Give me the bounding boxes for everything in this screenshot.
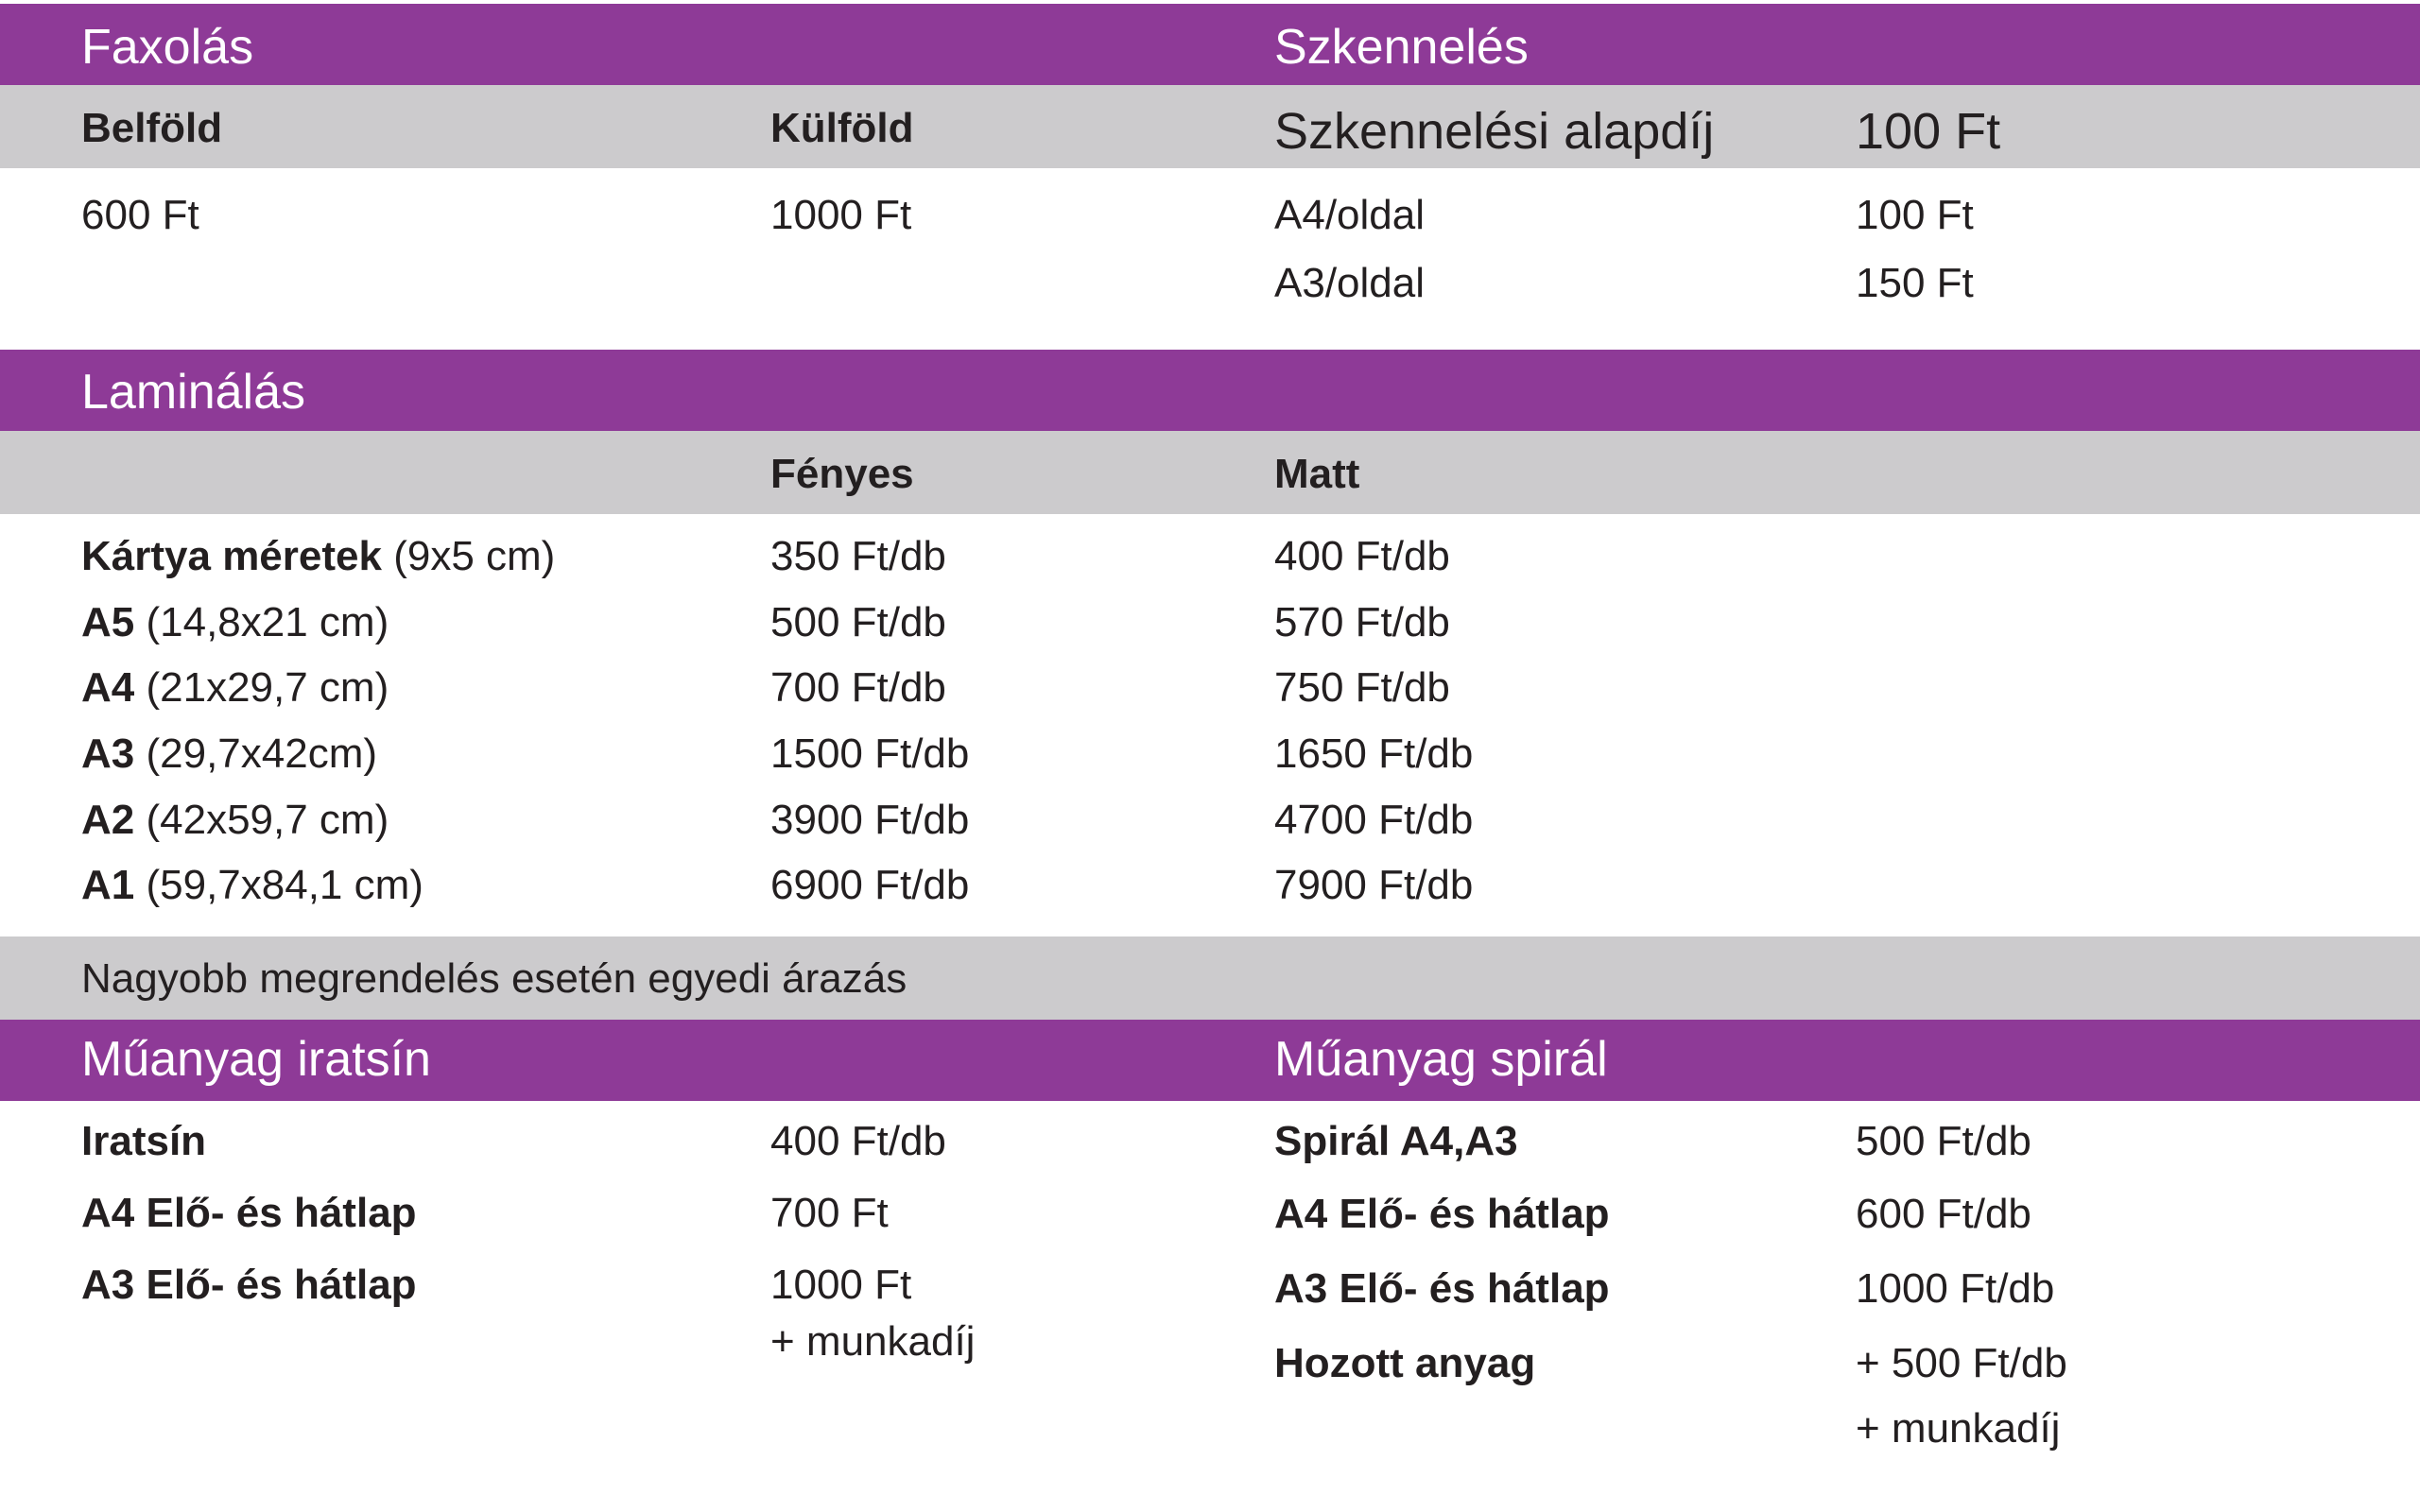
lamination-row-size: [81, 599, 389, 645]
size-dimensions: (59,7x84,1 cm): [134, 862, 424, 908]
spiral-row-label: Spirál A4,A3: [1274, 1118, 1518, 1164]
fax-col-domestic: Belföld: [81, 105, 223, 151]
spiral-row-price: 600 Ft/db: [1856, 1191, 2031, 1237]
size-name: A3: [81, 730, 135, 777]
lamination-note: Nagyobb megrendelés esetén egyedi árazás: [81, 955, 908, 1002]
size-name: A2: [81, 797, 135, 843]
spiral-row-label: A4 Elő- és hátlap: [1274, 1191, 1610, 1237]
spiral-row-extra: + munkadíj: [1856, 1405, 2061, 1452]
lamination-price-glossy: 1500 Ft/db: [770, 730, 970, 777]
spiral-row-price: + 500 Ft/db: [1856, 1340, 2067, 1386]
lamination-col-glossy: Fényes: [770, 451, 914, 497]
iratsin-row-label: A3 Elő- és hátlap: [81, 1262, 417, 1308]
iratsin-row-price: 1000 Ft: [770, 1262, 912, 1308]
lamination-price-glossy: 700 Ft/db: [770, 664, 946, 711]
lamination-row-size: [81, 664, 389, 711]
lamination-price-matt: 400 Ft/db: [1274, 533, 1450, 579]
lamination-row-size: [81, 799, 389, 841]
lamination-section-title: Laminálás: [81, 365, 306, 420]
scan-row-label: A3/oldal: [1274, 260, 1426, 306]
size-name: A5: [81, 599, 135, 645]
spiral-row-price: 1000 Ft/db: [1856, 1265, 2055, 1312]
spiral-row-label: A3 Elő- és hátlap: [1274, 1265, 1610, 1312]
iratsin-row-label: Iratsín: [81, 1118, 207, 1164]
size-dimensions: (29,7x42cm): [134, 730, 378, 777]
size-dimensions: (42x59,7 cm): [134, 797, 389, 843]
size-name: A4: [81, 664, 135, 711]
scan-base-fee-label: Szkennelési alapdíj: [1274, 103, 1715, 160]
fax-col-abroad: Külföld: [770, 105, 914, 151]
lamination-price-matt: 7900 Ft/db: [1274, 862, 1474, 908]
spiral-row-price: 500 Ft/db: [1856, 1118, 2031, 1164]
scan-row-price: 150 Ft: [1856, 260, 1974, 306]
iratsin-row-extra: + munkadíj: [770, 1318, 976, 1365]
lamination-price-glossy: 350 Ft/db: [770, 533, 946, 579]
lamination-row-size: [81, 862, 424, 908]
subheader-lamination: [0, 431, 2420, 514]
spiral-section-title: Műanyag spirál: [1274, 1032, 1608, 1087]
lamination-price-glossy: 6900 Ft/db: [770, 862, 970, 908]
spiral-row-label: Hozott anyag: [1274, 1340, 1536, 1386]
iratsin-row-price: 400 Ft/db: [770, 1118, 946, 1164]
lamination-price-matt: 570 Ft/db: [1274, 599, 1450, 645]
scan-row-price: 100 Ft: [1856, 192, 1974, 238]
iratsin-section-title: Műanyag iratsín: [81, 1032, 431, 1087]
scan-row-label: A4/oldal: [1274, 192, 1426, 238]
lamination-price-matt: 1650 Ft/db: [1274, 730, 1474, 777]
size-name: Kártya méretek: [81, 533, 382, 579]
lamination-price-glossy: 3900 Ft/db: [770, 797, 970, 843]
lamination-price-glossy: 500 Ft/db: [770, 599, 946, 645]
lamination-row-size: [81, 730, 378, 777]
iratsin-row-price: 700 Ft: [770, 1190, 889, 1236]
section-header-fax-scan: [0, 4, 2420, 85]
size-dimensions: (14,8x21 cm): [134, 599, 389, 645]
scan-section-title: Szkennelés: [1274, 20, 1529, 75]
lamination-price-matt: 750 Ft/db: [1274, 664, 1450, 711]
fax-price-domestic: 600 Ft: [81, 192, 199, 238]
lamination-col-matt: Matt: [1274, 451, 1360, 497]
iratsin-row-label: A4 Elő- és hátlap: [81, 1190, 417, 1236]
scan-base-fee-price: 100 Ft: [1856, 103, 2001, 160]
subheader-fax-scan: [0, 85, 2420, 168]
section-header-lamination: [0, 350, 2420, 431]
fax-price-abroad: 1000 Ft: [770, 192, 912, 238]
size-name: A1: [81, 862, 135, 908]
fax-section-title: Faxolás: [81, 20, 254, 75]
lamination-row-size: [81, 533, 556, 579]
lamination-price-matt: 4700 Ft/db: [1274, 797, 1474, 843]
size-dimensions: (21x29,7 cm): [134, 664, 389, 711]
size-dimensions: (9x5 cm): [381, 533, 556, 579]
